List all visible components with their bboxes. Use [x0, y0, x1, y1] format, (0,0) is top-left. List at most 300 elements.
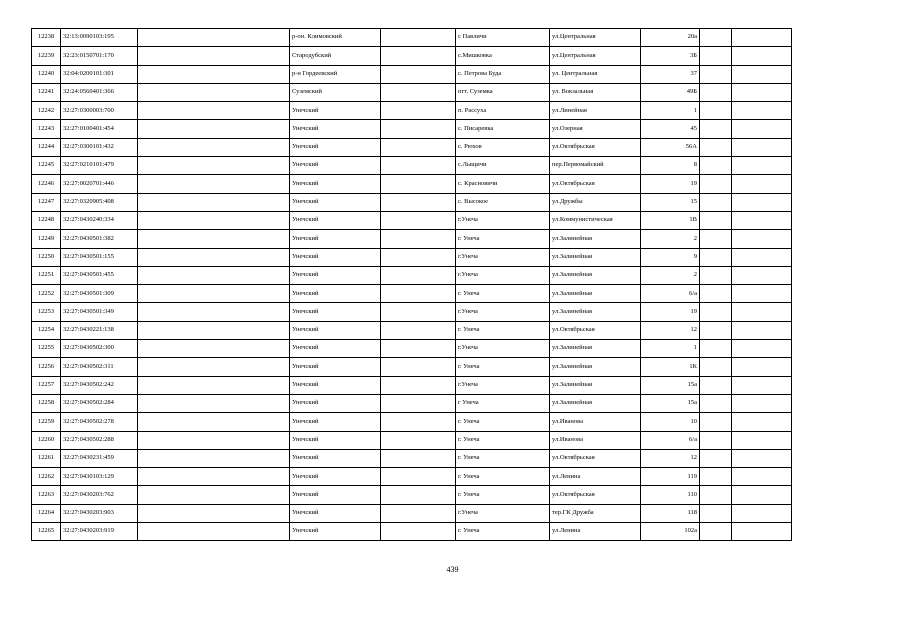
row-number-cell: 12259 — [32, 413, 61, 431]
district-cell: Унечский — [290, 394, 381, 412]
house-number-cell: 118 — [641, 504, 700, 522]
empty-cell — [732, 449, 792, 467]
empty-cell — [700, 47, 732, 65]
table-row — [32, 248, 792, 266]
house-number-cell: 102а — [641, 523, 700, 541]
empty-cell — [732, 65, 792, 83]
empty-cell — [138, 449, 290, 467]
table-row — [32, 157, 792, 175]
district-cell: Унечский — [290, 321, 381, 339]
street-cell: ул.Залинейная — [550, 230, 641, 248]
cadastral-number-cell: 32:27:0430501:349 — [61, 303, 138, 321]
locality-cell: г. Унеча — [456, 523, 550, 541]
table-row — [32, 358, 792, 376]
empty-cell — [138, 47, 290, 65]
street-cell: ул.Октябрьская — [550, 486, 641, 504]
empty-cell — [138, 285, 290, 303]
table-row — [32, 285, 792, 303]
locality-cell: г. Унеча — [456, 486, 550, 504]
table-row — [32, 394, 792, 412]
empty-cell — [732, 175, 792, 193]
street-cell: ул.Октябрьская — [550, 449, 641, 467]
empty-cell — [700, 449, 732, 467]
house-number-cell: 56А — [641, 138, 700, 156]
street-cell: ул.Коммунистическая — [550, 211, 641, 229]
empty-cell — [700, 523, 732, 541]
row-number-cell: 12262 — [32, 468, 61, 486]
empty-cell — [138, 65, 290, 83]
street-cell: ул.Центральная — [550, 29, 641, 47]
table-row — [32, 504, 792, 522]
empty-cell — [381, 29, 456, 47]
district-cell: Унечский — [290, 468, 381, 486]
empty-cell — [732, 431, 792, 449]
empty-cell — [700, 138, 732, 156]
house-number-cell: 45 — [641, 120, 700, 138]
locality-cell: г.Унеча — [456, 376, 550, 394]
district-cell: Унечский — [290, 102, 381, 120]
empty-cell — [381, 193, 456, 211]
empty-cell — [732, 102, 792, 120]
locality-cell: с Павличи — [456, 29, 550, 47]
district-cell: Унечский — [290, 376, 381, 394]
empty-cell — [138, 211, 290, 229]
row-number-cell: 12248 — [32, 211, 61, 229]
empty-cell — [381, 523, 456, 541]
street-cell: ул.Залинейная — [550, 340, 641, 358]
table-row — [32, 138, 792, 156]
empty-cell — [732, 83, 792, 101]
cadastral-number-cell: 32:27:0430203:903 — [61, 504, 138, 522]
cadastral-number-cell: 32:27:0430203:919 — [61, 523, 138, 541]
district-cell: Унечский — [290, 358, 381, 376]
empty-cell — [138, 468, 290, 486]
house-number-cell: 37 — [641, 65, 700, 83]
empty-cell — [732, 47, 792, 65]
row-number-cell: 12252 — [32, 285, 61, 303]
district-cell: Стародубский — [290, 47, 381, 65]
house-number-cell: 8 — [641, 157, 700, 175]
house-number-cell: 12 — [641, 321, 700, 339]
locality-cell: г. Унеча — [456, 358, 550, 376]
table-row — [32, 321, 792, 339]
street-cell: ул.Иванова — [550, 431, 641, 449]
registry-rows — [32, 29, 792, 541]
empty-cell — [700, 120, 732, 138]
row-number-cell: 12260 — [32, 431, 61, 449]
empty-cell — [700, 83, 732, 101]
cadastral-number-cell: 32:27:0430502:284 — [61, 394, 138, 412]
empty-cell — [138, 413, 290, 431]
cadastral-number-cell: 32:04:0200101:301 — [61, 65, 138, 83]
empty-cell — [138, 321, 290, 339]
house-number-cell: 1В — [641, 211, 700, 229]
empty-cell — [138, 486, 290, 504]
registry-table — [31, 28, 792, 541]
row-number-cell: 12240 — [32, 65, 61, 83]
district-cell: Унечский — [290, 120, 381, 138]
empty-cell — [732, 285, 792, 303]
cadastral-number-cell: 32:27:0430221:138 — [61, 321, 138, 339]
table-row — [32, 230, 792, 248]
empty-cell — [700, 486, 732, 504]
locality-cell: г.Унеча — [456, 211, 550, 229]
empty-cell — [381, 431, 456, 449]
empty-cell — [700, 321, 732, 339]
house-number-cell: 1 — [641, 102, 700, 120]
empty-cell — [700, 413, 732, 431]
locality-cell: г.Унеча — [456, 303, 550, 321]
empty-cell — [381, 358, 456, 376]
empty-cell — [138, 120, 290, 138]
district-cell: Унечский — [290, 211, 381, 229]
empty-cell — [138, 175, 290, 193]
cadastral-number-cell: 32:13:0090103:195 — [61, 29, 138, 47]
empty-cell — [381, 340, 456, 358]
row-number-cell: 12243 — [32, 120, 61, 138]
row-number-cell: 12265 — [32, 523, 61, 541]
cadastral-number-cell: 32:27:0430231:459 — [61, 449, 138, 467]
empty-cell — [381, 468, 456, 486]
cadastral-number-cell: 32:27:0430502:242 — [61, 376, 138, 394]
table-row — [32, 523, 792, 541]
empty-cell — [381, 138, 456, 156]
row-number-cell: 12257 — [32, 376, 61, 394]
empty-cell — [381, 120, 456, 138]
locality-cell: г.Унеча — [456, 340, 550, 358]
district-cell: Унечский — [290, 486, 381, 504]
empty-cell — [381, 175, 456, 193]
empty-cell — [700, 266, 732, 284]
empty-cell — [700, 65, 732, 83]
cadastral-number-cell: 32:23:0150701:170 — [61, 47, 138, 65]
empty-cell — [732, 340, 792, 358]
empty-cell — [381, 266, 456, 284]
empty-cell — [138, 303, 290, 321]
house-number-cell: 119 — [641, 468, 700, 486]
row-number-cell: 12251 — [32, 266, 61, 284]
table-row — [32, 468, 792, 486]
empty-cell — [138, 394, 290, 412]
row-number-cell: 12249 — [32, 230, 61, 248]
empty-cell — [381, 211, 456, 229]
cadastral-number-cell: 32:27:0430501:155 — [61, 248, 138, 266]
row-number-cell: 12247 — [32, 193, 61, 211]
locality-cell: г. Унеча — [456, 468, 550, 486]
street-cell: ул.Линейная — [550, 102, 641, 120]
empty-cell — [138, 29, 290, 47]
locality-cell: с. Высокое — [456, 193, 550, 211]
empty-cell — [381, 413, 456, 431]
empty-cell — [381, 449, 456, 467]
house-number-cell: 15а — [641, 376, 700, 394]
empty-cell — [381, 65, 456, 83]
locality-cell: с.Лыщичи — [456, 157, 550, 175]
empty-cell — [732, 413, 792, 431]
empty-cell — [138, 230, 290, 248]
district-cell: р-н Гордеевский — [290, 65, 381, 83]
empty-cell — [700, 230, 732, 248]
street-cell: ул.Центральная — [550, 47, 641, 65]
cadastral-number-cell: 32:27:0300101:432 — [61, 138, 138, 156]
empty-cell — [138, 138, 290, 156]
empty-cell — [732, 303, 792, 321]
empty-cell — [732, 523, 792, 541]
empty-cell — [138, 340, 290, 358]
house-number-cell: 2 — [641, 266, 700, 284]
row-number-cell: 12246 — [32, 175, 61, 193]
empty-cell — [700, 358, 732, 376]
cadastral-number-cell: 32:27:0430240:334 — [61, 211, 138, 229]
cadastral-number-cell: 32:27:0430502:278 — [61, 413, 138, 431]
empty-cell — [732, 266, 792, 284]
table-row — [32, 102, 792, 120]
house-number-cell: 110 — [641, 486, 700, 504]
row-number-cell: 12254 — [32, 321, 61, 339]
table-row — [32, 211, 792, 229]
cadastral-number-cell: 32:27:0430501:455 — [61, 266, 138, 284]
district-cell: Унечский — [290, 340, 381, 358]
street-cell: ул. Центральная — [550, 65, 641, 83]
empty-cell — [381, 486, 456, 504]
table-row — [32, 29, 792, 47]
row-number-cell: 12238 — [32, 29, 61, 47]
locality-cell: г. Унеча — [456, 431, 550, 449]
table-row — [32, 266, 792, 284]
locality-cell: г. Унеча — [456, 413, 550, 431]
empty-cell — [138, 504, 290, 522]
street-cell: ул.Залинейная — [550, 358, 641, 376]
table-row — [32, 193, 792, 211]
empty-cell — [732, 321, 792, 339]
street-cell: ул.Залинейная — [550, 285, 641, 303]
cadastral-number-cell: 32:27:0430501:309 — [61, 285, 138, 303]
street-cell: ул.Залинейная — [550, 376, 641, 394]
empty-cell — [381, 504, 456, 522]
table-row — [32, 83, 792, 101]
empty-cell — [700, 394, 732, 412]
empty-cell — [138, 266, 290, 284]
street-cell: ул.Залинейная — [550, 266, 641, 284]
locality-cell: г.Унеча — [456, 266, 550, 284]
street-cell: тер.ГК Дружба — [550, 504, 641, 522]
table-row — [32, 340, 792, 358]
street-cell: ул. Вокзальная — [550, 83, 641, 101]
row-number-cell: 12241 — [32, 83, 61, 101]
house-number-cell: 19 — [641, 175, 700, 193]
empty-cell — [138, 102, 290, 120]
locality-cell: г.Унеча — [456, 504, 550, 522]
street-cell: ул.Дружбы — [550, 193, 641, 211]
empty-cell — [732, 486, 792, 504]
empty-cell — [700, 340, 732, 358]
row-number-cell: 12261 — [32, 449, 61, 467]
table-row — [32, 303, 792, 321]
district-cell: Унечский — [290, 523, 381, 541]
empty-cell — [138, 83, 290, 101]
house-number-cell: 15 — [641, 193, 700, 211]
empty-cell — [700, 29, 732, 47]
empty-cell — [700, 468, 732, 486]
street-cell: ул.Иванова — [550, 413, 641, 431]
empty-cell — [732, 468, 792, 486]
cadastral-number-cell: 32:27:0020701:446 — [61, 175, 138, 193]
locality-cell: г. Унеча — [456, 285, 550, 303]
district-cell: Унечский — [290, 193, 381, 211]
house-number-cell: 49Б — [641, 83, 700, 101]
district-cell: Унечский — [290, 266, 381, 284]
cadastral-number-cell: 32:27:0320905:408 — [61, 193, 138, 211]
empty-cell — [700, 248, 732, 266]
locality-cell: пгт. Суземка — [456, 83, 550, 101]
row-number-cell: 12263 — [32, 486, 61, 504]
house-number-cell: 20а — [641, 29, 700, 47]
cadastral-number-cell: 32:27:0430502:300 — [61, 340, 138, 358]
street-cell: ул.Ленина — [550, 468, 641, 486]
empty-cell — [381, 83, 456, 101]
table-row — [32, 486, 792, 504]
street-cell: ул.Залинейная — [550, 248, 641, 266]
district-cell: Суземский — [290, 83, 381, 101]
house-number-cell: 19 — [641, 303, 700, 321]
cadastral-number-cell: 32:27:0210101:479 — [61, 157, 138, 175]
empty-cell — [732, 120, 792, 138]
house-number-cell: 12 — [641, 449, 700, 467]
street-cell: ул.Залинейная — [550, 303, 641, 321]
page-number: 439 — [446, 565, 459, 574]
row-number-cell: 12264 — [32, 504, 61, 522]
empty-cell — [138, 523, 290, 541]
cadastral-number-cell: 32:27:0430103:129 — [61, 468, 138, 486]
district-cell: р-он. Климовский — [290, 29, 381, 47]
cadastral-number-cell: 32:27:0430203:762 — [61, 486, 138, 504]
house-number-cell: 15а — [641, 394, 700, 412]
empty-cell — [700, 157, 732, 175]
row-number-cell: 12239 — [32, 47, 61, 65]
row-number-cell: 12244 — [32, 138, 61, 156]
table-row — [32, 413, 792, 431]
empty-cell — [138, 157, 290, 175]
empty-cell — [732, 193, 792, 211]
street-cell: ул.Октябрьская — [550, 138, 641, 156]
district-cell: Унечский — [290, 285, 381, 303]
district-cell: Унечский — [290, 413, 381, 431]
table-row — [32, 431, 792, 449]
locality-cell: г. Унеча — [456, 321, 550, 339]
table-row — [32, 449, 792, 467]
house-number-cell: 6/а — [641, 431, 700, 449]
empty-cell — [700, 376, 732, 394]
empty-cell — [381, 321, 456, 339]
row-number-cell: 12258 — [32, 394, 61, 412]
district-cell: Унечский — [290, 504, 381, 522]
street-cell: ул.Озерная — [550, 120, 641, 138]
empty-cell — [381, 248, 456, 266]
district-cell: Унечский — [290, 303, 381, 321]
empty-cell — [381, 230, 456, 248]
empty-cell — [138, 431, 290, 449]
empty-cell — [381, 376, 456, 394]
row-number-cell: 12242 — [32, 102, 61, 120]
empty-cell — [138, 376, 290, 394]
empty-cell — [381, 47, 456, 65]
street-cell: ул.Залинейная — [550, 394, 641, 412]
cadastral-number-cell: 32:27:0430502:311 — [61, 358, 138, 376]
table-row — [32, 47, 792, 65]
house-number-cell: 1 — [641, 340, 700, 358]
district-cell: Унечский — [290, 138, 381, 156]
house-number-cell: 6/а — [641, 285, 700, 303]
locality-cell: г Унеча — [456, 394, 550, 412]
empty-cell — [700, 175, 732, 193]
locality-cell: п. Рассуха — [456, 102, 550, 120]
locality-cell: г. Унеча — [456, 230, 550, 248]
row-number-cell: 12255 — [32, 340, 61, 358]
cadastral-number-cell: 32:24:0560401:366 — [61, 83, 138, 101]
empty-cell — [732, 157, 792, 175]
empty-cell — [138, 358, 290, 376]
empty-cell — [700, 303, 732, 321]
empty-cell — [732, 358, 792, 376]
empty-cell — [732, 248, 792, 266]
cadastral-number-cell: 32:27:0300003:700 — [61, 102, 138, 120]
empty-cell — [732, 394, 792, 412]
empty-cell — [700, 102, 732, 120]
locality-cell: г. Унеча — [456, 449, 550, 467]
locality-cell: с. Рюхов — [456, 138, 550, 156]
district-cell: Унечский — [290, 157, 381, 175]
empty-cell — [700, 193, 732, 211]
locality-cell: г.Унеча — [456, 248, 550, 266]
district-cell: Унечский — [290, 449, 381, 467]
empty-cell — [732, 504, 792, 522]
locality-cell: с. Писаревка — [456, 120, 550, 138]
empty-cell — [700, 431, 732, 449]
district-cell: Унечский — [290, 230, 381, 248]
street-cell: ул.Октябрьская — [550, 321, 641, 339]
house-number-cell: 3Б — [641, 47, 700, 65]
row-number-cell: 12250 — [32, 248, 61, 266]
empty-cell — [138, 193, 290, 211]
locality-cell: с.Мишковка — [456, 47, 550, 65]
house-number-cell: 2 — [641, 230, 700, 248]
table-row — [32, 175, 792, 193]
street-cell: пер.Первомайский — [550, 157, 641, 175]
table-row — [32, 65, 792, 83]
empty-cell — [732, 230, 792, 248]
empty-cell — [732, 376, 792, 394]
empty-cell — [381, 157, 456, 175]
row-number-cell: 12245 — [32, 157, 61, 175]
cadastral-number-cell: 32:27:0430502:288 — [61, 431, 138, 449]
empty-cell — [381, 394, 456, 412]
house-number-cell: 1К — [641, 358, 700, 376]
locality-cell: с. Петрова Буда — [456, 65, 550, 83]
row-number-cell: 12253 — [32, 303, 61, 321]
district-cell: Унечский — [290, 175, 381, 193]
house-number-cell: 10 — [641, 413, 700, 431]
cadastral-number-cell: 32:27:0100401:454 — [61, 120, 138, 138]
empty-cell — [700, 285, 732, 303]
locality-cell: с. Красновичи — [456, 175, 550, 193]
empty-cell — [732, 138, 792, 156]
empty-cell — [732, 211, 792, 229]
house-number-cell: 9 — [641, 248, 700, 266]
empty-cell — [138, 248, 290, 266]
table-row — [32, 376, 792, 394]
empty-cell — [732, 29, 792, 47]
empty-cell — [381, 303, 456, 321]
